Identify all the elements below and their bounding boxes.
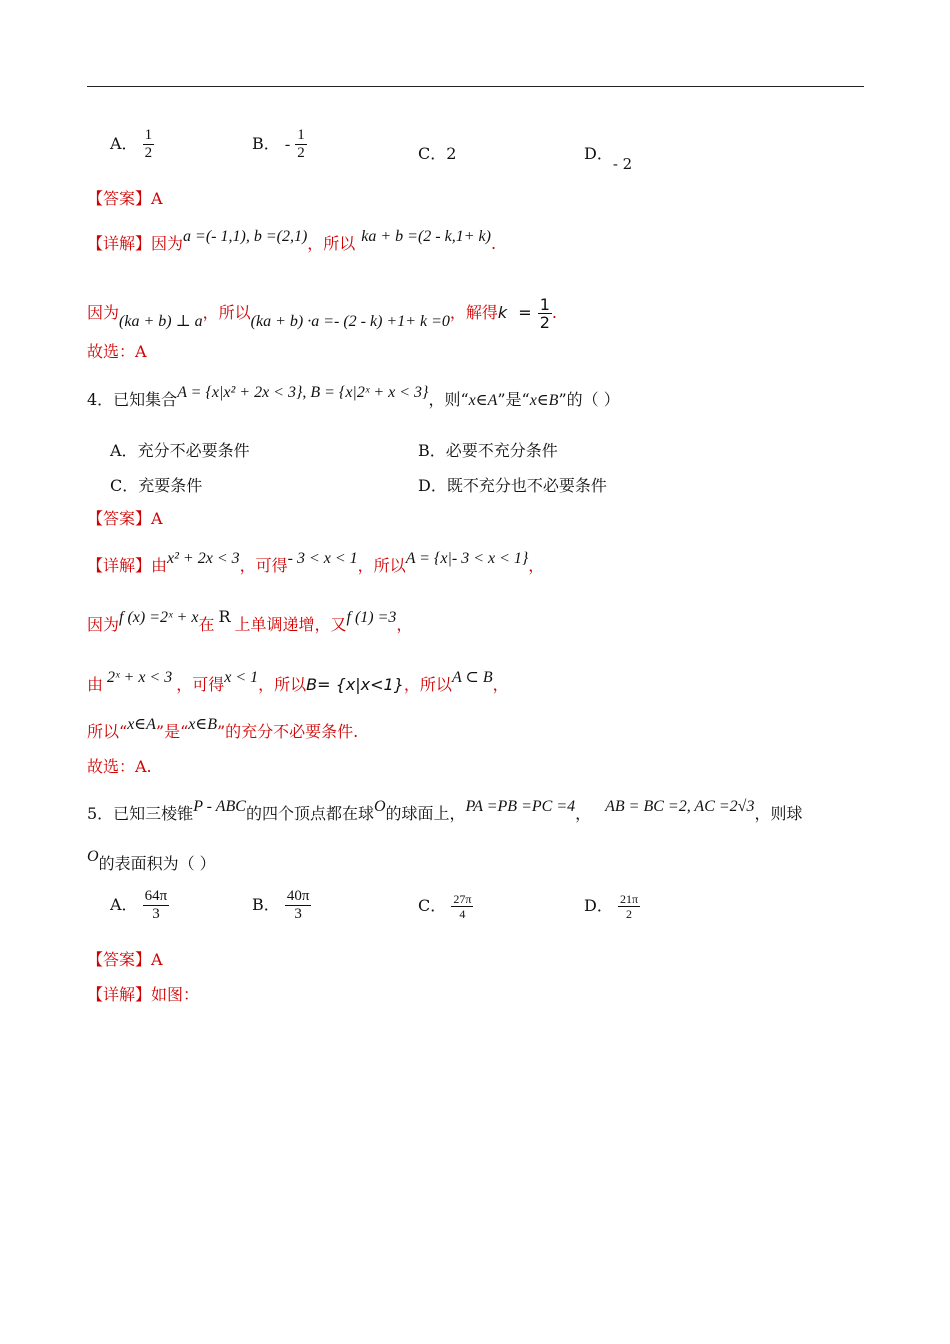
q3-detail-line-2: 因为(ka + b) ⊥ a，所以(ka + b) ·a =- (2 - k) +1+ k =0，解得k = $\frac{1}{2}$ .	[87, 295, 557, 332]
fraction: $\frac{40\pi}{3}$	[286, 888, 310, 922]
q3-option-a: A． $\frac{1}{2}$	[110, 127, 153, 161]
q5-option-b: B． $\frac{40\pi}{3}$	[252, 888, 310, 922]
q5-detail: 【详解】如图：	[87, 985, 200, 1004]
fraction: $\frac{64\pi}{3}$	[144, 888, 168, 922]
q4-option-a: A．充分不必要条件	[110, 441, 250, 460]
fraction: $\frac{1}{2}$	[297, 127, 305, 161]
q4-detail-line-1: 【详解】由x² + 2x < 3，可得- 3 < x < 1，所以A = {x|- 3 < x < 1}，	[87, 550, 545, 575]
header-rule	[87, 86, 864, 87]
fraction: $\frac{1}{2}$	[144, 127, 153, 161]
q4-option-b: B．必要不充分条件	[418, 441, 558, 460]
q3-answer: 【答案】A	[87, 189, 163, 208]
q3-option-d: D．- 2	[584, 144, 633, 173]
fraction: $\frac{27\pi}{4}$	[453, 892, 472, 921]
q5-stem-line-1: 5．已知三棱锥P - ABC的四个顶点都在球O的球面上，PA =PB =PC =4， AB = BC =2, AC =2√3，则球	[87, 798, 803, 823]
q5-option-a: A． $\frac{64\pi}{3}$	[110, 888, 168, 922]
q3-detail-line-1: 【详解】因为a =(- 1,1), b =(2,1)，所以 ka + b =(2 - k,1+ k).	[87, 228, 497, 253]
q5-option-c: C． $\frac{27\pi}{4}$	[418, 892, 472, 921]
q4-option-c: C．充要条件	[110, 476, 203, 495]
q4-stem: 4．已知集合A = {x|x² + 2x < 3}, B = {x|2ˣ + x < 3}，则“x∈A”是“x∈B”的（ ）	[87, 384, 620, 409]
q4-detail-line-3: 由 2ˣ + x < 3 ，可得x < 1，所以B= {x|x<1}，所以A ⊂ B，	[87, 669, 509, 694]
q4-detail-line-2: 因为f (x) =2ˣ + x在 R 上单调递增，又f (1) =3，	[87, 607, 413, 634]
fraction: $\frac{1}{2}$	[539, 295, 550, 332]
q4-conclusion: 故选：A.	[87, 757, 152, 776]
q3-conclusion: 故选：A	[87, 342, 147, 361]
q3-option-c: C．2	[418, 144, 457, 163]
q4-answer: 【答案】A	[87, 509, 163, 528]
q5-stem-line-2: O的表面积为（ ）	[87, 848, 216, 873]
fraction: $\frac{21\pi}{2}$	[619, 892, 638, 921]
q3-option-b: B． - $\frac{1}{2}$	[252, 127, 305, 161]
q4-option-d: D．既不充分也不必要条件	[418, 476, 607, 495]
q5-option-d: D． $\frac{21\pi}{2}$	[584, 892, 638, 921]
q4-detail-line-4: 所以“x∈A”是“x∈B”的充分不必要条件.	[87, 716, 359, 741]
q5-answer: 【答案】A	[87, 950, 163, 969]
